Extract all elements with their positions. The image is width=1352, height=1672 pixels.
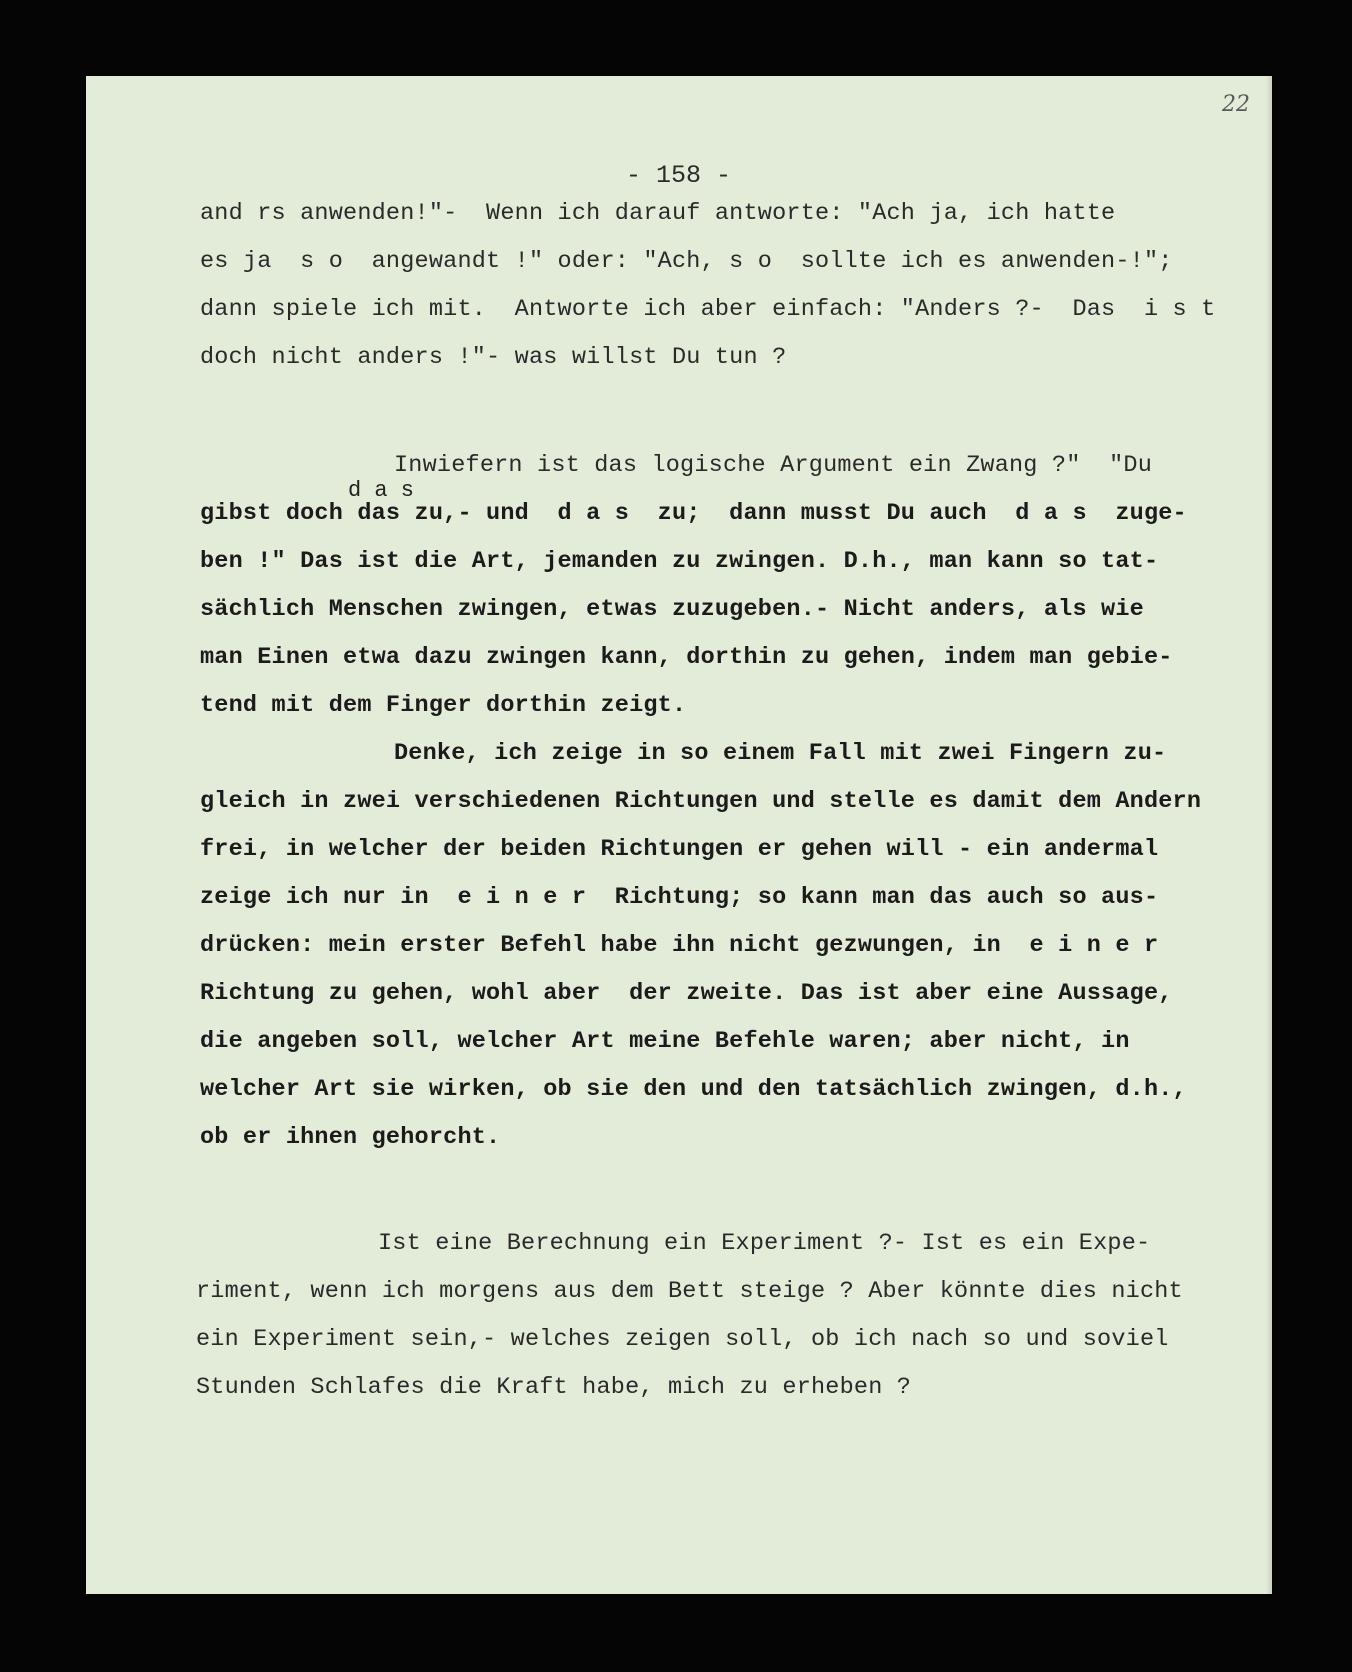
- text-line: Richtung zu gehen, wohl aber der zweite. Das ist aber eine Aussage,: [200, 980, 1173, 1007]
- text-line: frei, in welcher der beiden Richtungen er gehen will - ein andermal: [200, 836, 1159, 863]
- text-line: Stunden Schlafes die Kraft habe, mich zu erheben ?: [196, 1374, 912, 1401]
- text-line: and rs anwenden!"- Wenn ich darauf antworte: "Ach ja, ich hatte: [200, 200, 1116, 227]
- text-line: Denke, ich zeige in so einem Fall mit zwei Fingern zu-: [394, 740, 1167, 767]
- folio-number: 22: [1222, 92, 1250, 117]
- text-line: gibst doch das zu,- und d a s zu; dann musst Du auch d a s zuge-: [200, 500, 1187, 527]
- page-number: - 158 -: [626, 161, 732, 190]
- text-line: welcher Art sie wirken, ob sie den und den tatsächlich zwingen, d.h.,: [200, 1076, 1187, 1103]
- handwritten-insertion: d a s: [348, 478, 415, 503]
- text-line: es ja s o angewandt !" oder: "Ach, s o sollte ich es anwenden-!";: [200, 248, 1173, 275]
- text-line: dann spiele ich mit. Antworte ich aber einfach: "Anders ?- Das i s t: [200, 296, 1216, 323]
- text-line: tend mit dem Finger dorthin zeigt.: [200, 692, 687, 719]
- text-line: man Einen etwa dazu zwingen kann, dorthin zu gehen, indem man gebie-: [200, 644, 1173, 671]
- text-line: Inwiefern ist das logische Argument ein Zwang ?" "Du: [394, 452, 1153, 479]
- text-line: Ist eine Berechnung ein Experiment ?- Ist es ein Expe-: [378, 1230, 1151, 1257]
- text-line: sächlich Menschen zwingen, etwas zuzugeben.- Nicht anders, als wie: [200, 596, 1144, 623]
- text-line: die angeben soll, welcher Art meine Befehle waren; aber nicht, in: [200, 1028, 1130, 1055]
- text-line: ben !" Das ist die Art, jemanden zu zwingen. D.h., man kann so tat-: [200, 548, 1159, 575]
- text-line: drücken: mein erster Befehl habe ihn nicht gezwungen, in e i n e r: [200, 932, 1159, 959]
- text-line: ein Experiment sein,- welches zeigen soll, ob ich nach so und soviel: [196, 1326, 1169, 1353]
- text-line: ob er ihnen gehorcht.: [200, 1124, 501, 1151]
- text-line: gleich in zwei verschiedenen Richtungen und stelle es damit dem Andern: [200, 788, 1202, 815]
- text-line: doch nicht anders !"- was willst Du tun ?: [200, 344, 787, 371]
- text-line: zeige ich nur in e i n e r Richtung; so kann man das auch so aus-: [200, 884, 1159, 911]
- document-page: [86, 76, 1272, 1594]
- text-line: riment, wenn ich morgens aus dem Bett steige ? Aber könnte dies nicht: [196, 1278, 1183, 1305]
